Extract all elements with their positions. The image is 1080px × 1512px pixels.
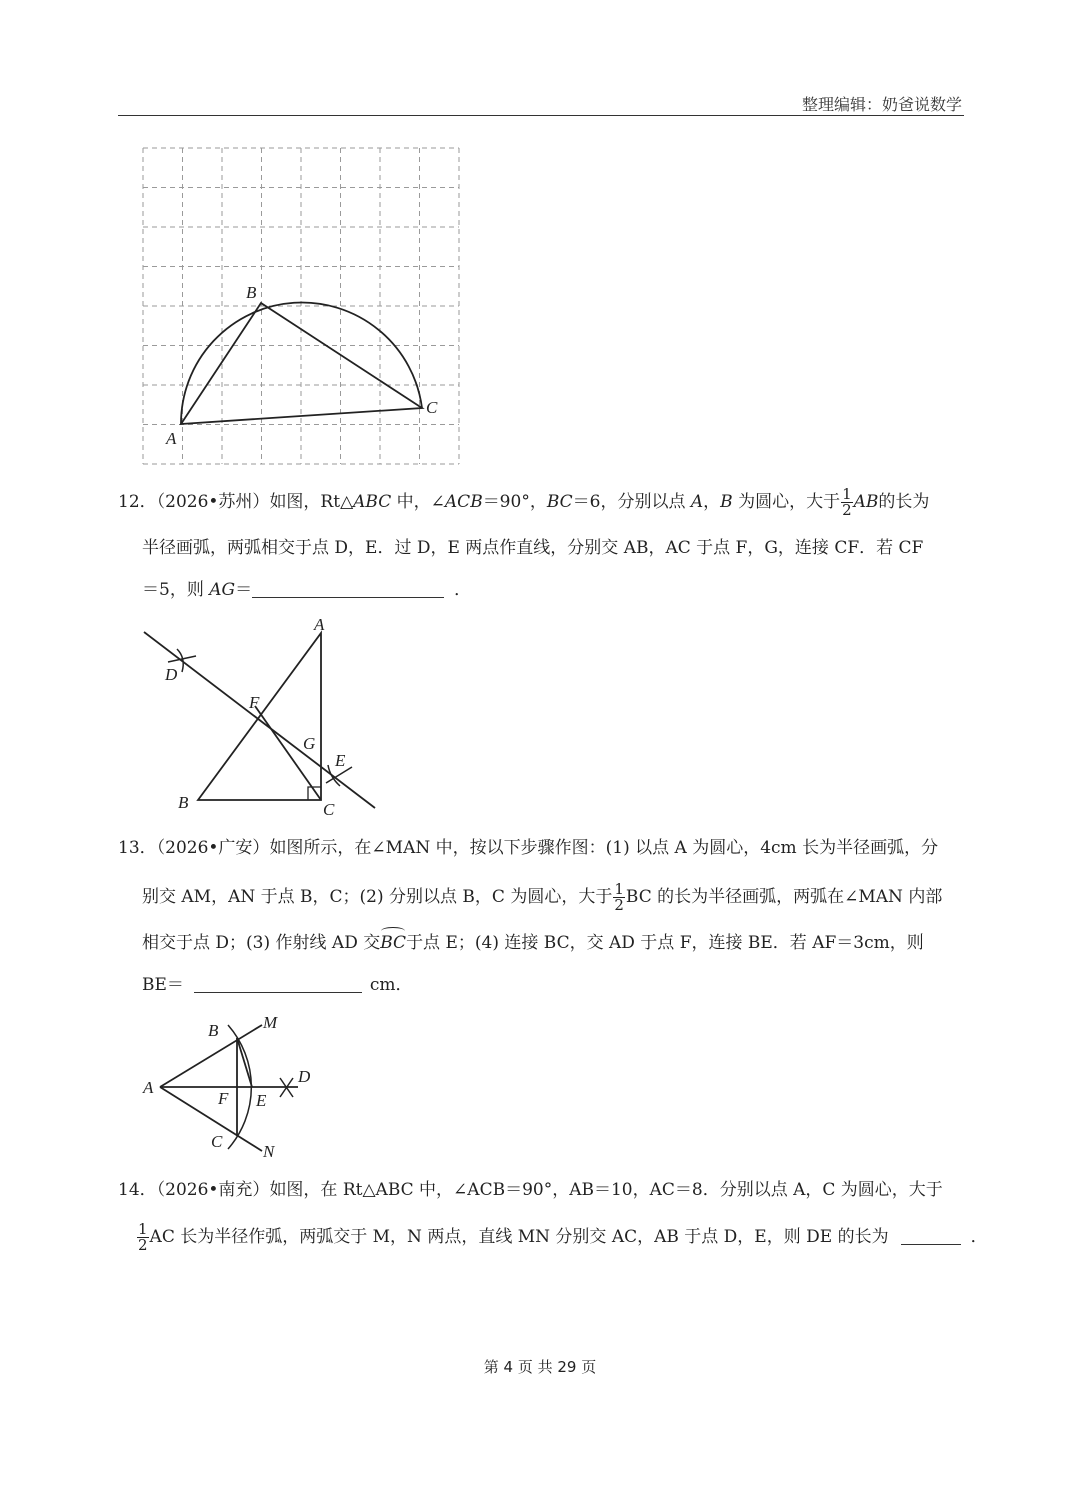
label-g: G xyxy=(303,734,316,753)
q12-text: ＝5，则 xyxy=(142,580,210,600)
q13-answer-blank[interactable] xyxy=(194,974,362,993)
q13-text: BE＝ xyxy=(142,975,184,995)
q13-text: 相交于点 D；(3) 作射线 AD 交 xyxy=(142,933,381,953)
label-n: N xyxy=(263,1142,275,1161)
label-c: C xyxy=(426,398,438,417)
segment-cf xyxy=(255,706,321,800)
q13-line3 xyxy=(142,930,964,956)
frac-numerator: 1 xyxy=(614,880,624,898)
label-a: A xyxy=(314,615,325,634)
q13-fraction xyxy=(613,882,625,913)
frac-denominator: 2 xyxy=(842,501,852,519)
figure-q12 xyxy=(130,610,390,815)
q13-text: 于点 E；(4) 连接 BC，交 AD 于点 F，连接 BE．若 AF＝3cm，则 xyxy=(406,933,924,953)
label-a: A xyxy=(143,1078,154,1097)
q14-text: 如图，在 Rt△ABC 中，∠ACB＝90°，AB＝10，AC＝8．分别以点 A，C 为圆心，大于 xyxy=(269,1180,943,1200)
label-f: F xyxy=(249,693,260,712)
q12-text: 中，∠ xyxy=(391,492,445,512)
q14-source: （2026•南充） xyxy=(156,1180,270,1200)
q13-number: 13． xyxy=(118,838,157,858)
q12-text: BC xyxy=(546,492,573,512)
q14-line1 xyxy=(118,1177,964,1203)
label-e: E xyxy=(335,751,346,770)
q12-fraction xyxy=(841,487,853,518)
q12-text: AG xyxy=(209,580,236,600)
q12-text: AB xyxy=(853,492,879,512)
q12-answer-blank[interactable] xyxy=(252,579,444,598)
q12-text: 为圆心，大于 xyxy=(732,492,841,512)
label-e: E xyxy=(256,1091,267,1110)
q14-text: ． xyxy=(970,1227,988,1247)
q12-source: （2026•苏州） xyxy=(156,492,270,512)
q12-text: ． xyxy=(454,580,472,600)
q13-text: cm． xyxy=(369,975,413,995)
q12-text: 的长为 xyxy=(878,492,930,512)
q12-text: ＝ xyxy=(235,580,253,600)
frac-denominator: 2 xyxy=(138,1236,148,1254)
page-number: 第 4 页 共 29 页 xyxy=(483,1358,597,1376)
q14-text: AC 长为半径作弧，两弧交于 M，N 两点，直线 MN 分别交 AC，AB 于点 D，E，则 DE 的长为 xyxy=(149,1227,889,1247)
q12-line1 xyxy=(118,487,964,518)
frac-denominator: 2 xyxy=(614,896,624,914)
q12-number: 12． xyxy=(118,492,157,512)
header-divider xyxy=(118,115,964,116)
arc-bc-symbol: BC xyxy=(380,930,406,956)
segment-be xyxy=(237,1038,252,1087)
q12-text: ABC xyxy=(353,492,392,512)
q14-number: 14． xyxy=(118,1180,157,1200)
q12-text: 如图，Rt△ xyxy=(269,492,354,512)
q12-text: ＝90°， xyxy=(482,492,547,512)
label-f: F xyxy=(218,1089,229,1108)
q12-line2: 半径画弧，两弧相交于点 D，E．过 D，E 两点作直线，分别交 AB，AC 于点 F，G，连接 CF．若 CF xyxy=(142,538,924,558)
label-d: D xyxy=(298,1067,311,1086)
q13-text: BC 的长为半径画弧，两弧在∠MAN 内部 xyxy=(625,887,943,907)
q14-fraction xyxy=(137,1222,149,1253)
header-title: 整理编辑：奶爸说数学 xyxy=(801,95,962,114)
label-a: A xyxy=(166,429,177,448)
label-b: B xyxy=(246,283,257,302)
q13-line2 xyxy=(142,882,964,913)
q12-line3 xyxy=(142,577,964,603)
q12-text: ， xyxy=(703,492,721,512)
q14-line2 xyxy=(136,1220,988,1254)
label-d: D xyxy=(165,665,178,684)
q12-text: ACB xyxy=(444,492,483,512)
label-c: C xyxy=(211,1132,223,1151)
q12-text: A xyxy=(690,492,704,512)
q14-answer-blank[interactable] xyxy=(901,1226,961,1245)
frac-numerator: 1 xyxy=(138,1220,148,1238)
figure-q11-grid xyxy=(130,135,475,480)
line-de xyxy=(144,632,375,808)
q12-text: B xyxy=(720,492,733,512)
q13-line1 xyxy=(118,835,964,861)
q13-text: 别交 AM，AN 于点 B，C；(2) 分别以点 B，C 为圆心，大于 xyxy=(142,887,613,907)
q13-source: （2026•广安） xyxy=(156,838,270,858)
label-m: M xyxy=(263,1013,278,1032)
q13-line4 xyxy=(142,972,964,998)
q13-text: 如图所示，在∠MAN 中，按以下步骤作图：(1) 以点 A 为圆心，4cm 长为半径画弧，分 xyxy=(269,838,939,858)
label-b: B xyxy=(178,793,189,812)
figure-q13 xyxy=(130,1005,330,1165)
q12-text: ＝6，分别以点 xyxy=(572,492,691,512)
label-c: C xyxy=(323,800,335,815)
frac-numerator: 1 xyxy=(842,485,852,503)
label-b: B xyxy=(208,1021,219,1040)
